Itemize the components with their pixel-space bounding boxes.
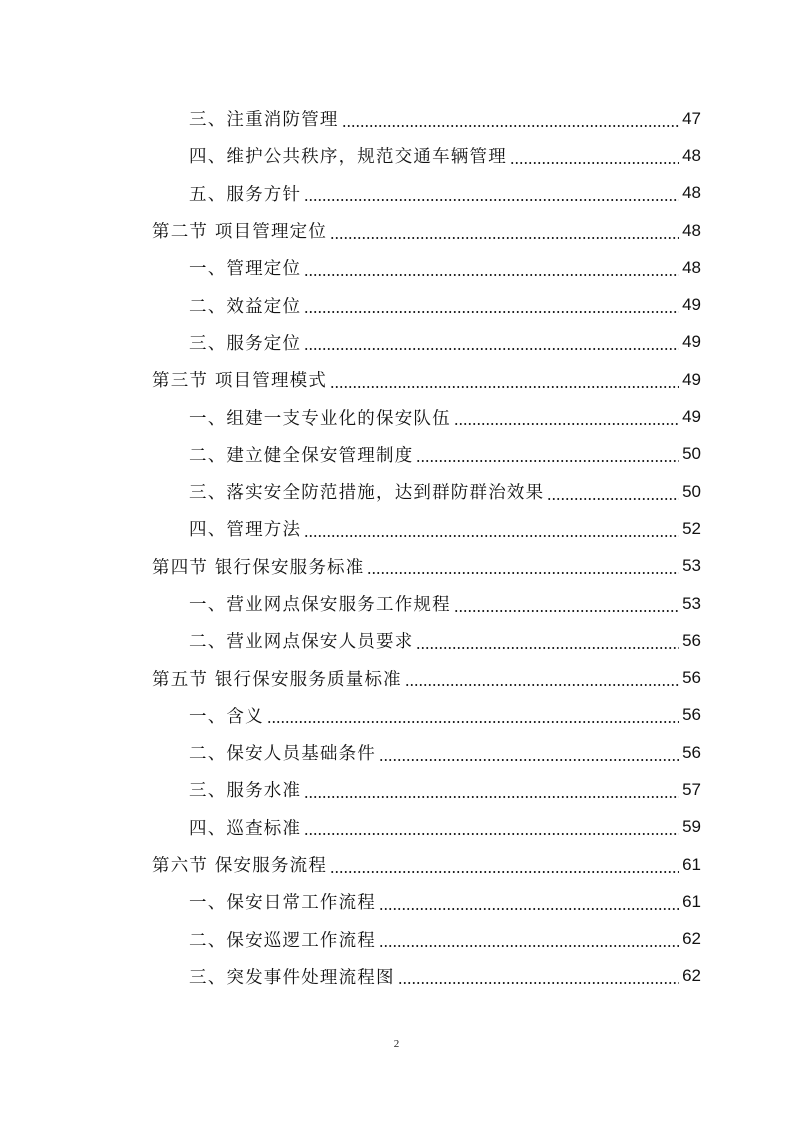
toc-entry-label: 二、营业网点保安人员要求 [189, 632, 414, 653]
toc-entry-label: 二、保安人员基础条件 [189, 744, 376, 765]
toc-dot-leader [454, 423, 679, 426]
toc-entry-label: 三、注重消防管理 [189, 110, 339, 131]
toc-subsection-entry[interactable] [0, 436, 793, 473]
toc-subsection-entry[interactable] [0, 324, 793, 361]
toc-subsection-entry[interactable] [0, 958, 793, 995]
toc-section-entry[interactable] [0, 361, 793, 398]
toc-entry-page-number: 48 [682, 145, 701, 165]
toc-dot-leader [330, 385, 679, 388]
toc-subsection-entry[interactable] [0, 771, 793, 808]
toc-entry-page-number: 56 [682, 668, 701, 688]
toc-entry-label: 一、保安日常工作流程 [189, 893, 376, 914]
toc-entry-label: 一、组建一支专业化的保安队伍 [189, 408, 451, 429]
toc-entry-label: 一、管理定位 [189, 259, 302, 280]
toc-dot-leader [330, 236, 679, 239]
toc-dot-leader [398, 982, 679, 985]
toc-entry-label: 四、维护公共秩序，规范交通车辆管理 [189, 147, 507, 168]
toc-dot-leader [547, 497, 679, 500]
toc-dot-leader [416, 646, 679, 649]
toc-dot-leader [379, 758, 679, 761]
toc-subsection-entry[interactable] [0, 249, 793, 286]
toc-entry-page-number: 47 [682, 108, 701, 128]
toc-dot-leader [454, 609, 679, 612]
toc-entry-label: 第二节 项目管理定位 [152, 222, 328, 243]
toc-subsection-entry[interactable] [0, 622, 793, 659]
toc-entry-label: 三、落实安全防范措施，达到群防群治效果 [189, 483, 545, 504]
toc-entry-label: 四、巡查标准 [189, 818, 302, 839]
toc-subsection-entry[interactable] [0, 398, 793, 435]
toc-entry-page-number: 53 [682, 593, 701, 613]
toc-entry-label: 二、建立健全保安管理制度 [189, 445, 414, 466]
toc-entry-label: 三、服务定位 [189, 333, 302, 354]
toc-entry-page-number: 48 [682, 183, 701, 203]
toc-dot-leader [304, 795, 679, 798]
toc-dot-leader [510, 161, 679, 164]
toc-entry-page-number: 49 [682, 332, 701, 352]
toc-entry-label: 二、保安巡逻工作流程 [189, 930, 376, 951]
toc-subsection-entry[interactable] [0, 921, 793, 958]
toc-entry-label: 第三节 项目管理模式 [152, 371, 328, 392]
toc-subsection-entry[interactable] [0, 175, 793, 212]
toc-dot-leader [304, 833, 679, 836]
toc-entry-page-number: 49 [682, 295, 701, 315]
toc-dot-leader [304, 273, 679, 276]
toc-entry-page-number: 62 [682, 966, 701, 986]
toc-subsection-entry[interactable] [0, 585, 793, 622]
toc-section-entry[interactable] [0, 212, 793, 249]
toc-dot-leader [304, 199, 679, 202]
toc-dot-leader [267, 721, 679, 724]
toc-entry-label: 第四节 银行保安服务标准 [152, 557, 365, 578]
toc-entry-page-number: 50 [682, 444, 701, 464]
toc-entry-label: 三、服务水准 [189, 781, 302, 802]
toc-entry-page-number: 49 [682, 407, 701, 427]
toc-entry-label: 四、管理方法 [189, 520, 302, 541]
toc-subsection-entry[interactable] [0, 809, 793, 846]
toc-dot-leader [342, 124, 679, 127]
toc-entry-page-number: 56 [682, 630, 701, 650]
toc-dot-leader [416, 460, 679, 463]
toc-entry-label: 三、突发事件处理流程图 [189, 967, 395, 988]
toc-entry-label: 五、服务方针 [189, 184, 302, 205]
toc-entry-page-number: 61 [682, 854, 701, 874]
toc-dot-leader [405, 684, 679, 687]
toc-subsection-entry[interactable] [0, 473, 793, 510]
toc-section-entry[interactable] [0, 548, 793, 585]
toc-entry-label: 第五节 银行保安服务质量标准 [152, 669, 402, 690]
toc-dot-leader [304, 348, 679, 351]
table-of-contents [0, 100, 793, 995]
toc-dot-leader [304, 311, 679, 314]
toc-entry-page-number: 57 [682, 779, 701, 799]
toc-subsection-entry[interactable] [0, 510, 793, 547]
toc-section-entry[interactable] [0, 659, 793, 696]
toc-entry-page-number: 56 [682, 742, 701, 762]
toc-subsection-entry[interactable] [0, 883, 793, 920]
toc-entry-page-number: 50 [682, 481, 701, 501]
toc-subsection-entry[interactable] [0, 697, 793, 734]
toc-entry-page-number: 62 [682, 929, 701, 949]
toc-dot-leader [304, 534, 679, 537]
page-number: 2 [393, 1038, 400, 1050]
toc-dot-leader [379, 945, 679, 948]
toc-entry-page-number: 48 [682, 257, 701, 277]
toc-dot-leader [367, 572, 679, 575]
toc-section-entry[interactable] [0, 846, 793, 883]
toc-entry-page-number: 56 [682, 705, 701, 725]
toc-entry-page-number: 53 [682, 556, 701, 576]
toc-dot-leader [330, 870, 679, 873]
toc-entry-label: 一、营业网点保安服务工作规程 [189, 595, 451, 615]
toc-entry-page-number: 48 [682, 220, 701, 240]
toc-entry-label: 第六节 保安服务流程 [152, 856, 328, 877]
toc-entry-page-number: 52 [682, 518, 701, 538]
toc-entry-page-number: 61 [682, 891, 701, 911]
toc-subsection-entry[interactable] [0, 100, 793, 137]
toc-entry-label: 一、含义 [189, 706, 264, 727]
toc-subsection-entry[interactable] [0, 286, 793, 323]
toc-subsection-entry[interactable] [0, 137, 793, 174]
toc-subsection-entry[interactable] [0, 734, 793, 771]
toc-dot-leader [379, 907, 679, 910]
toc-entry-page-number: 59 [682, 817, 701, 837]
toc-entry-label: 二、效益定位 [189, 296, 302, 317]
toc-entry-page-number: 49 [682, 369, 701, 389]
